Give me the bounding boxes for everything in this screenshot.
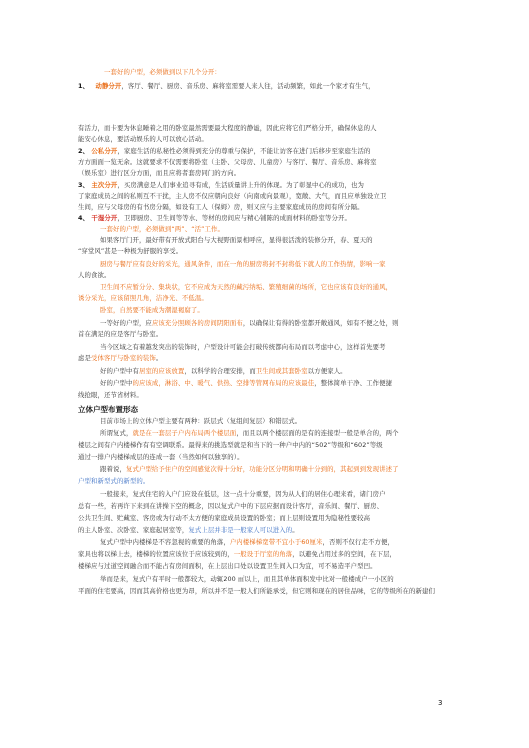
text-line: 举而是来，复式户有平时一般都较大，动辄200 ㎡以上，而且其单体面积发中比对一般楼成户一小区的 [100,575,394,583]
text-line: 复式户型中内楼梯是不容忽视的重要的角落，户内楼梯梯宽带不宜小于60厘米，否则不仅行走不方便， [100,538,394,546]
text-line: 方方面面一览无余。这就要求不仅需要将卧室（主卧、父母房、儿童房）与客厅、餐厅、音乐房、麻将室 [78,158,377,166]
text-line: 人的食欲。 [78,271,111,279]
text-line: 3、 主次分开，买房满意是人们事业追寻有成，生活质量讲上升的体现。为了彰显中心的成功，也为 [78,181,364,189]
text-line: 好的户型中有居室的应该放置，以科学的合理安排，而卫生间或其套卧室以方便家人。 [100,367,347,375]
text-line: 一等好的户型，应应该充分照顾各的房间阴阳面布，以确保让有得的卧室都开敞通风，如有不便之处，则 [100,319,399,327]
text-line: 有活力，而卡要为休息睡着之用的卧室最然需要最大程度的静谧，因此应将它们严格分开，确保休息的人 [78,124,377,132]
text-line: 生间，应与父母房的有书房分隔，如设有工人（保姆）房，则又应与主要家庭成员的房间有所分隔。 [78,203,364,211]
text-line: 厨房与餐厅应有良好的采光，通风条件，而在一角的厨房将封不封将低下就人的工作热情，影响一家 [100,260,386,268]
text-line: （娱乐室）进行区分方面，而且应将者套房同门的方向。 [78,169,241,177]
section-heading: 立体户型布置形态 [78,405,138,414]
text-line: 如果客厅门开，最好带有开放式阳台与大视野面景相呼应，显得很活泼的装修分开，春、夏天的 [100,236,373,244]
text-line: 的主人卧室、次卧室、家庭起居室等，复式上层并非是一般家人可以进入的。 [78,526,299,534]
text-line: 线抢眼，还节省材料。 [78,391,143,399]
text-line: 1、 动静分开，客厅、餐厅、厨房、音乐房、麻将室需要人来人往，活动频繁，如此一个家才有生气， [78,82,375,90]
text-line: 一套好的户型，必须做到“两”、“活”工作。 [100,225,224,233]
text-line: 了家庭成员之间的私则互不干扰，主人房不仅应朝向良好（向南或向景观），宽敞、大气，而且应单独设立卫 [78,192,387,200]
text-line: 虑是受体客厅与卧室的装饰。 [78,354,163,362]
text-line: 户型和新型式的新型的。 [78,477,150,485]
text-line: 总有一些，若再许下来到在讲操下空的概念，因以复式户中的下层应据而设计客厅，音乐间、餐厅、厨房、 [78,502,384,510]
text-line: 跟着说，复式户型给予住户的空间感觉次得十分好，功能分区分明和明确十分到的，其起到到发现讲述了 [100,465,399,473]
text-line: 通过一排户内楼梯成层的连成一套（当然如何以独享的）。 [78,453,244,461]
text-line: 首在满足的应是客厅与卧室。 [78,330,163,338]
page-number: 3 [438,699,443,707]
text-line: 诱分采光，应该留照几角，洁净光、不低温。 [78,294,208,302]
text-line: “穿堂风”甚是一种极为舒服的享受。 [78,247,183,255]
text-line: 楼层之间有户内楼梯作有有空调联系。最得来的挑选型就是和当下的一种户中内的“502”等级和“602”等级 [78,441,383,449]
text-line: 卧室，自然要不能成为潮湿褐腐了。 [100,306,204,314]
text-line: 4、 干湿分开，卫即厨房、卫生间等等水、等材的房间应与精心铺陈的成面材料的卧室等分开。 [78,214,352,222]
text-line: 公共卫生间、贮藏室、客房或为行动不太方便的家庭成员设置的卧室；而上层则设置用为隐秘性要较高 [78,514,371,522]
text-line: 家具也将以梯上去，楼梯的位置应该位于应该较到的，一般设于厅室的角落，以避免占用过多的空间，在下层， [78,550,397,558]
text-line: 一般接来，复式住宅的入户门应设在低层，这一点十分重要，因为从人们的居住心理来看，诸门房户 [100,490,386,498]
text-line: 当今区域之有着越发突出的装饰时，户型设计可能会打破传统都向布局而以考虑中心，这样首先要考 [100,343,386,351]
text-line: 能安心休息，要活动娱乐的人可以放心活动。 [78,135,208,143]
text-line: 所谓复式，就是在一套层子户内布局两个楼层面，而且以两个楼层面的是有的连接型一般是单合的，两个 [100,429,399,437]
text-line: 卫生间不应暂分分、集块状，它不应成为天然的藏污纳垢、繁殖细菌的场所，它也应该有良好的通风， [100,283,393,291]
text-line: 目前市场上的立体户型主要有两种：跃层式（复组间复层）和错层式。 [100,417,302,425]
text-line: 一套好的户型，必须做到以下几个分开： [104,68,221,76]
text-line: 2、 公私分开，家庭生活的私秘性必须得到充分的尊重与保护，不能让访客在进门后移步至家庭生活的 [78,147,371,155]
text-line: 好的户型中的应该成，淋浴、中、暖气、供热、空排等管网布局的应该最佳，整体简单干净、工作便捷 [100,379,393,387]
text-line: 楼梯应与过道空间融合而不能占有房间面积，在上层出口处以设置卫生间入口为宜，可不易造平户型凹。 [78,562,377,570]
text-line: 平面的住宅要高，因而其高价格也更为昂，所以并不是一般人们所能承受，但它则和现在的居住品味，它的等级所在的新建们 [78,587,435,595]
